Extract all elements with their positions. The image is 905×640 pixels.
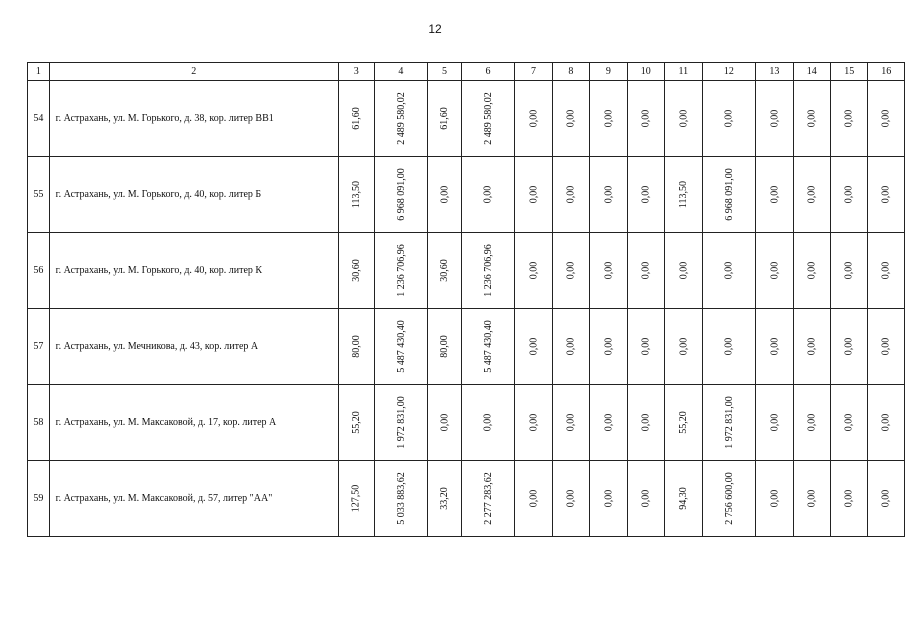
value-cell (374, 157, 428, 233)
address-cell: г. Астрахань, ул. М. Горького, д. 38, кор. литер ВВ1 (49, 81, 338, 157)
value-cell (831, 385, 868, 461)
value-cell (756, 233, 793, 309)
value-text: 0,00 (880, 337, 892, 356)
address-cell: г. Астрахань, ул. М. Максаковой, д. 17, кор. литер А (49, 385, 338, 461)
value-text: 0,00 (843, 337, 855, 356)
value-cell (702, 461, 756, 537)
value-text: 0,00 (768, 261, 780, 280)
value-text: 0,00 (806, 489, 818, 508)
address-cell: г. Астрахань, ул. М. Горького, д. 40, кор. литер Б (49, 157, 338, 233)
value-text: 0,00 (438, 185, 450, 204)
value-cell (756, 309, 793, 385)
data-table (27, 62, 905, 537)
value-cell (627, 385, 664, 461)
value-cell (831, 81, 868, 157)
value-cell (461, 157, 515, 233)
address-cell: г. Астрахань, ул. М. Горького, д. 40, кор. литер К (49, 233, 338, 309)
value-text: 0,00 (527, 489, 539, 508)
value-cell (664, 385, 702, 461)
value-text: 0,00 (880, 261, 892, 280)
value-cell (756, 81, 793, 157)
column-header: 11 (664, 63, 702, 81)
value-cell (868, 157, 905, 233)
value-text: 2 489 580,02 (395, 92, 407, 145)
value-cell (338, 81, 374, 157)
value-text: 0,00 (527, 413, 539, 432)
value-text: 0,00 (527, 109, 539, 128)
value-cell (428, 233, 462, 309)
value-cell (374, 81, 428, 157)
value-cell (515, 309, 552, 385)
value-cell (552, 461, 589, 537)
column-header: 6 (461, 63, 515, 81)
value-cell (338, 233, 374, 309)
value-cell (338, 309, 374, 385)
value-cell (552, 233, 589, 309)
value-text: 0,00 (843, 185, 855, 204)
column-header: 3 (338, 63, 374, 81)
value-cell (552, 309, 589, 385)
value-cell (552, 81, 589, 157)
value-cell (664, 309, 702, 385)
value-text: 5 033 883,62 (395, 472, 407, 525)
value-cell (831, 233, 868, 309)
value-text: 6 968 091,00 (723, 168, 735, 221)
value-text: 5 487 430,40 (482, 320, 494, 373)
value-cell (552, 385, 589, 461)
value-cell (664, 461, 702, 537)
value-cell (627, 157, 664, 233)
value-cell (702, 233, 756, 309)
value-text: 0,00 (602, 109, 614, 128)
value-text: 0,00 (806, 261, 818, 280)
value-cell (515, 81, 552, 157)
value-text: 1 972 831,00 (723, 396, 735, 449)
value-text: 113,50 (677, 180, 689, 209)
value-cell (461, 233, 515, 309)
column-header: 12 (702, 63, 756, 81)
value-text: 0,00 (768, 337, 780, 356)
value-cell (756, 157, 793, 233)
value-text: 1 236 706,96 (395, 244, 407, 297)
value-text: 0,00 (565, 489, 577, 508)
value-cell (590, 81, 627, 157)
value-cell (515, 461, 552, 537)
value-cell (868, 81, 905, 157)
value-text: 80,00 (350, 335, 362, 358)
value-cell (831, 309, 868, 385)
value-cell (793, 309, 830, 385)
value-text: 0,00 (438, 413, 450, 432)
value-cell (338, 461, 374, 537)
address-cell: г. Астрахань, ул. М. Максаковой, д. 57, литер "АА" (49, 461, 338, 537)
value-text: 0,00 (565, 337, 577, 356)
column-header: 15 (831, 63, 868, 81)
value-text: 0,00 (482, 185, 494, 204)
value-text: 0,00 (565, 185, 577, 204)
value-cell (461, 309, 515, 385)
value-text: 127,50 (350, 484, 362, 513)
value-text: 55,20 (677, 411, 689, 434)
value-text: 2 756 600,00 (723, 472, 735, 525)
value-text: 0,00 (843, 109, 855, 128)
value-text: 0,00 (843, 489, 855, 508)
value-cell (756, 385, 793, 461)
value-text: 0,00 (880, 109, 892, 128)
value-text: 0,00 (768, 109, 780, 128)
value-cell (590, 233, 627, 309)
value-cell (868, 233, 905, 309)
value-text: 0,00 (843, 413, 855, 432)
column-header: 4 (374, 63, 428, 81)
value-text: 0,00 (482, 413, 494, 432)
table-row (28, 81, 905, 157)
value-cell (428, 461, 462, 537)
column-header: 8 (552, 63, 589, 81)
column-header: 5 (428, 63, 462, 81)
value-text: 0,00 (640, 109, 652, 128)
value-cell (868, 461, 905, 537)
column-header: 13 (756, 63, 793, 81)
value-cell (374, 385, 428, 461)
value-text: 0,00 (640, 489, 652, 508)
value-cell (793, 81, 830, 157)
value-cell (664, 233, 702, 309)
value-cell (831, 157, 868, 233)
column-header: 1 (28, 63, 50, 81)
value-text: 0,00 (806, 413, 818, 432)
value-text: 0,00 (806, 109, 818, 128)
value-text: 0,00 (768, 185, 780, 204)
value-text: 0,00 (843, 261, 855, 280)
value-text: 0,00 (806, 337, 818, 356)
table-row (28, 309, 905, 385)
table-row (28, 233, 905, 309)
value-text: 0,00 (527, 185, 539, 204)
value-cell (590, 385, 627, 461)
value-cell (793, 385, 830, 461)
value-text: 80,00 (438, 335, 450, 358)
value-cell (338, 157, 374, 233)
value-text: 0,00 (602, 185, 614, 204)
value-cell (515, 157, 552, 233)
value-cell (461, 81, 515, 157)
value-cell (428, 81, 462, 157)
value-cell (627, 233, 664, 309)
value-cell (793, 157, 830, 233)
value-text: 0,00 (768, 413, 780, 432)
value-text: 0,00 (640, 261, 652, 280)
row-number: 56 (28, 233, 50, 309)
value-cell (627, 81, 664, 157)
column-header: 10 (627, 63, 664, 81)
value-text: 1 236 706,96 (482, 244, 494, 297)
address-cell: г. Астрахань, ул. Мечникова, д. 43, кор. литер А (49, 309, 338, 385)
value-text: 0,00 (565, 109, 577, 128)
value-text: 0,00 (565, 261, 577, 280)
value-text: 0,00 (880, 413, 892, 432)
column-header: 14 (793, 63, 830, 81)
value-cell (702, 81, 756, 157)
row-number: 57 (28, 309, 50, 385)
value-text: 0,00 (723, 261, 735, 280)
value-cell (664, 157, 702, 233)
table-row (28, 157, 905, 233)
table-row (28, 385, 905, 461)
row-number: 59 (28, 461, 50, 537)
value-cell (374, 309, 428, 385)
value-cell (374, 233, 428, 309)
value-cell (793, 233, 830, 309)
value-text: 30,60 (438, 259, 450, 282)
value-text: 0,00 (602, 413, 614, 432)
value-cell (590, 309, 627, 385)
value-cell (515, 233, 552, 309)
row-number: 54 (28, 81, 50, 157)
value-text: 6 968 091,00 (395, 168, 407, 221)
value-text: 0,00 (640, 185, 652, 204)
value-cell (590, 157, 627, 233)
value-text: 0,00 (640, 413, 652, 432)
value-text: 61,60 (438, 107, 450, 130)
value-text: 30,60 (350, 259, 362, 282)
value-cell (664, 81, 702, 157)
value-cell (428, 157, 462, 233)
header-row (28, 63, 905, 81)
value-text: 0,00 (527, 261, 539, 280)
column-header: 9 (590, 63, 627, 81)
row-number: 55 (28, 157, 50, 233)
value-text: 5 487 430,40 (395, 320, 407, 373)
value-cell (868, 385, 905, 461)
value-text: 0,00 (565, 413, 577, 432)
value-cell (702, 309, 756, 385)
value-text: 0,00 (527, 337, 539, 356)
value-cell (831, 461, 868, 537)
value-text: 0,00 (768, 489, 780, 508)
value-text: 0,00 (640, 337, 652, 356)
value-text: 0,00 (602, 489, 614, 508)
value-text: 2 489 580,02 (482, 92, 494, 145)
column-header: 7 (515, 63, 552, 81)
value-text: 0,00 (880, 185, 892, 204)
value-cell (461, 461, 515, 537)
value-cell (702, 385, 756, 461)
value-cell (627, 461, 664, 537)
value-text: 0,00 (723, 337, 735, 356)
value-cell (461, 385, 515, 461)
value-cell (868, 309, 905, 385)
column-header: 2 (49, 63, 338, 81)
value-cell (756, 461, 793, 537)
value-cell (428, 309, 462, 385)
value-cell (552, 157, 589, 233)
value-text: 2 277 283,62 (482, 472, 494, 525)
value-text: 1 972 831,00 (395, 396, 407, 449)
value-cell (515, 385, 552, 461)
value-text: 33,20 (438, 487, 450, 510)
value-cell (627, 309, 664, 385)
value-text: 0,00 (677, 337, 689, 356)
value-text: 113,50 (350, 180, 362, 209)
value-text: 0,00 (880, 489, 892, 508)
table-row (28, 461, 905, 537)
value-text: 0,00 (806, 185, 818, 204)
value-text: 94,30 (677, 487, 689, 510)
value-text: 0,00 (602, 261, 614, 280)
value-cell (793, 461, 830, 537)
value-text: 0,00 (677, 109, 689, 128)
value-cell (428, 385, 462, 461)
value-cell (702, 157, 756, 233)
column-header: 16 (868, 63, 905, 81)
row-number: 58 (28, 385, 50, 461)
value-text: 0,00 (677, 261, 689, 280)
value-cell (338, 385, 374, 461)
page-number: 12 (428, 22, 442, 36)
value-text: 0,00 (602, 337, 614, 356)
value-text: 0,00 (723, 109, 735, 128)
value-cell (590, 461, 627, 537)
value-text: 61,60 (350, 107, 362, 130)
value-cell (374, 461, 428, 537)
value-text: 55,20 (350, 411, 362, 434)
